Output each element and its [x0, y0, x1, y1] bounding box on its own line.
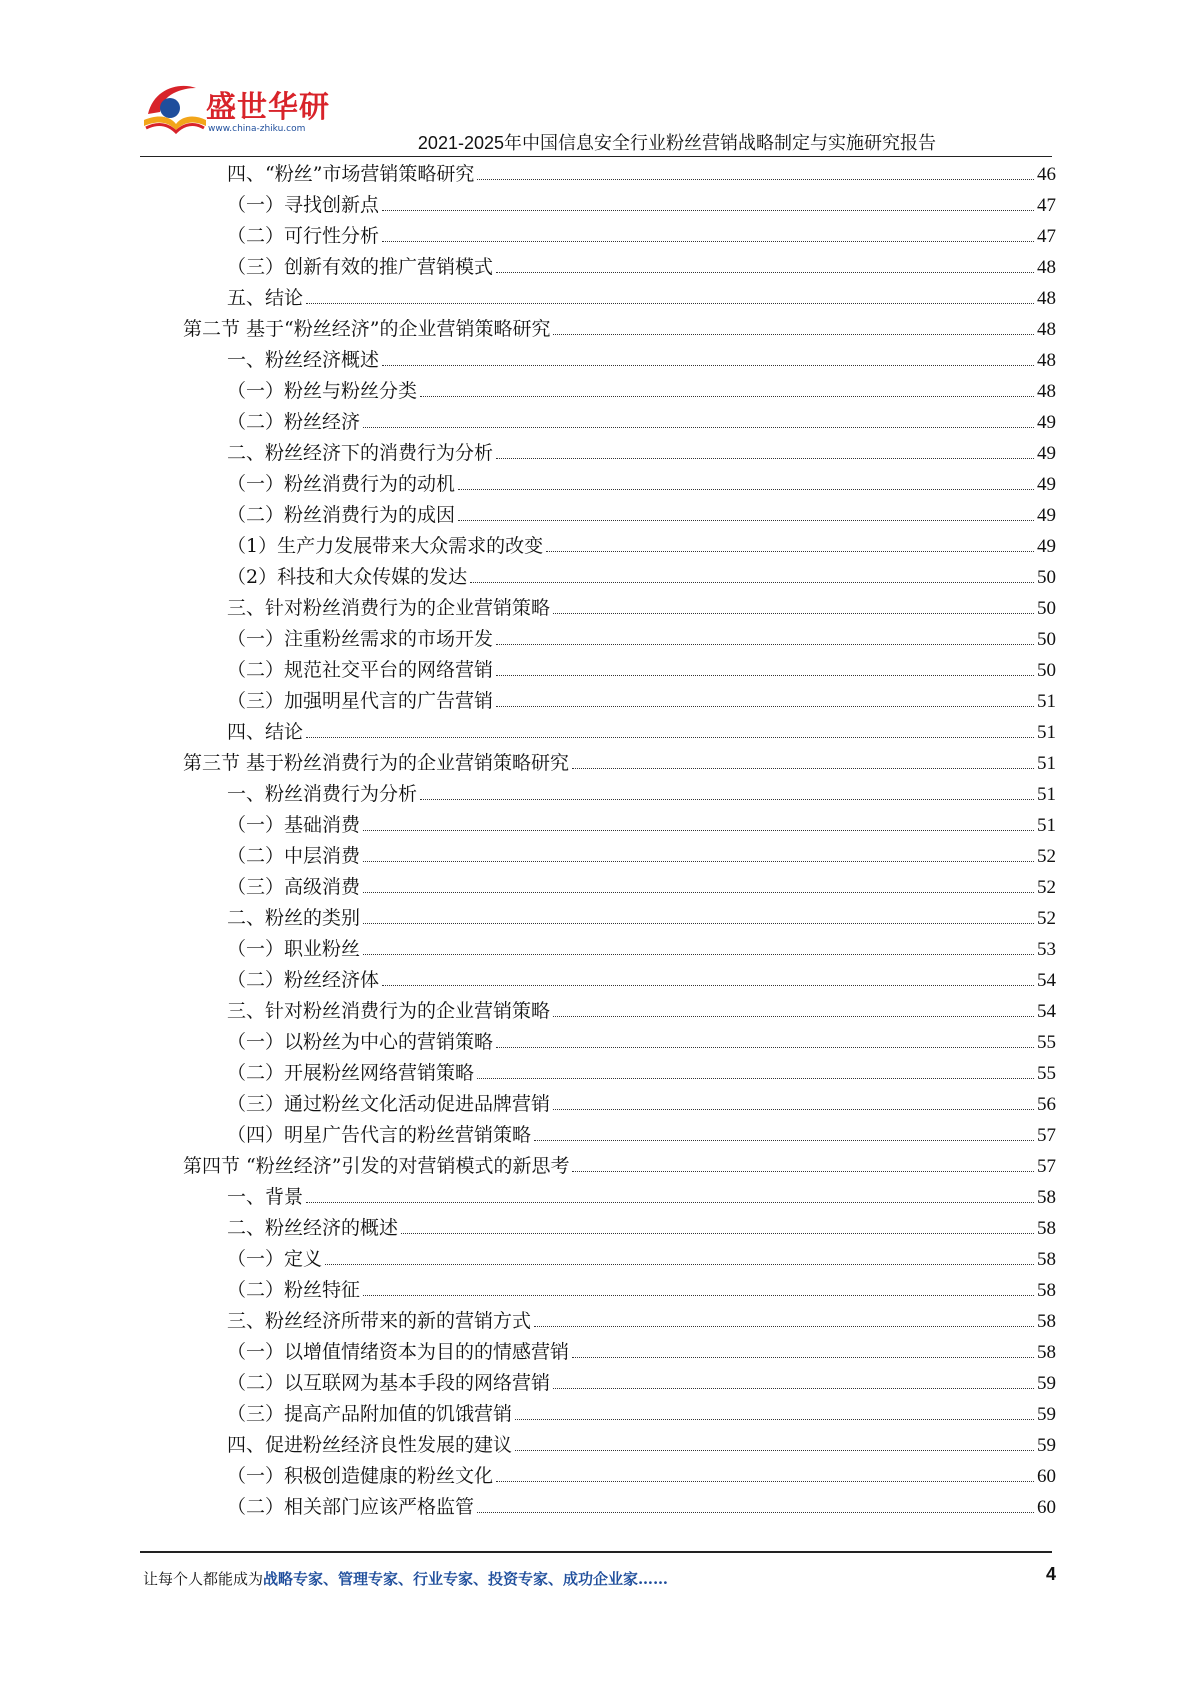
- toc-entry[interactable]: [0, 1337, 1191, 1368]
- toc-entry[interactable]: [0, 1151, 1191, 1182]
- toc-entry[interactable]: [0, 1244, 1191, 1275]
- toc-entry[interactable]: [0, 655, 1191, 686]
- toc-entry[interactable]: [0, 314, 1191, 345]
- toc-entry[interactable]: [0, 624, 1191, 655]
- toc-leader-dots: [382, 209, 1034, 211]
- toc-entry-page: 52: [1037, 908, 1056, 929]
- toc-leader-dots: [363, 891, 1034, 893]
- toc-leader-dots: [477, 178, 1034, 180]
- toc-entry-page: 60: [1037, 1497, 1056, 1518]
- toc-entry-page: 58: [1037, 1187, 1056, 1208]
- toc-entry-page: 50: [1037, 660, 1056, 681]
- toc-entry-page: 54: [1037, 1001, 1056, 1022]
- toc-entry-page: 58: [1037, 1249, 1056, 1270]
- toc-entry-label: 五、结论: [227, 287, 304, 309]
- toc-entry-label: 一、粉丝消费行为分析: [227, 783, 418, 805]
- header-divider: [140, 156, 1052, 157]
- logo-name: 盛世华研: [206, 90, 330, 125]
- toc-entry-label: （一）寻找创新点: [227, 194, 380, 216]
- toc-entry-page: 60: [1037, 1466, 1056, 1487]
- toc-entry-label: 四、“粉丝”市场营销策略研究: [227, 163, 475, 185]
- toc-leader-dots: [496, 1480, 1034, 1482]
- toc-entry-label: 二、粉丝经济下的消费行为分析: [227, 442, 494, 464]
- toc-entry[interactable]: [0, 965, 1191, 996]
- toc-leader-dots: [496, 271, 1034, 273]
- toc-entry-page: 56: [1037, 1094, 1056, 1115]
- company-logo: [140, 80, 330, 150]
- toc-entry-label: （四）明星广告代言的粉丝营销策略: [227, 1124, 532, 1146]
- toc-leader-dots: [420, 798, 1034, 800]
- toc-entry-label: （二）以互联网为基本手段的网络营销: [227, 1372, 551, 1394]
- toc-entry[interactable]: [0, 252, 1191, 283]
- toc-entry-label: （一）职业粉丝: [227, 938, 361, 960]
- toc-leader-dots: [496, 1046, 1034, 1048]
- toc-entry[interactable]: [0, 1368, 1191, 1399]
- toc-entry-label: （一）粉丝与粉丝分类: [227, 380, 418, 402]
- toc-entry-page: 50: [1037, 567, 1056, 588]
- toc-entry-label: （一）定义: [227, 1248, 323, 1270]
- toc-entry[interactable]: [0, 593, 1191, 624]
- toc-entry[interactable]: [0, 686, 1191, 717]
- toc-leader-dots: [363, 426, 1034, 428]
- toc-leader-dots: [325, 1263, 1034, 1265]
- toc-entry-page: 55: [1037, 1032, 1056, 1053]
- toc-entry-label: 第二节 基于“粉丝经济”的企业营销策略研究: [183, 318, 551, 340]
- toc-entry-page: 51: [1037, 784, 1056, 805]
- toc-entry[interactable]: [0, 407, 1191, 438]
- toc-entry[interactable]: [0, 1027, 1191, 1058]
- toc-entry-label: 四、促进粉丝经济良性发展的建议: [227, 1434, 513, 1456]
- toc-entry-page: 52: [1037, 877, 1056, 898]
- toc-entry-page: 51: [1037, 753, 1056, 774]
- toc-leader-dots: [382, 364, 1034, 366]
- toc-entry-page: 46: [1037, 164, 1056, 185]
- toc-entry-page: 58: [1037, 1280, 1056, 1301]
- toc-entry-label: （三）高级消费: [227, 876, 361, 898]
- toc-leader-dots: [534, 1139, 1034, 1141]
- footer-slogan: [143, 1568, 668, 1589]
- toc-entry-label: （三）加强明星代言的广告营销: [227, 690, 494, 712]
- toc-leader-dots: [363, 860, 1034, 862]
- toc-entry-page: 52: [1037, 846, 1056, 867]
- toc-entry-label: 二、粉丝经济的概述: [227, 1217, 399, 1239]
- toc-entry[interactable]: [0, 376, 1191, 407]
- toc-entry-page: 58: [1037, 1311, 1056, 1332]
- toc-entry-label: （1）生产力发展带来大众需求的改变: [227, 535, 544, 557]
- toc-entry[interactable]: [0, 562, 1191, 593]
- toc-leader-dots: [306, 1201, 1034, 1203]
- toc-entry-label: 三、针对粉丝消费行为的企业营销策略: [227, 597, 551, 619]
- toc-entry-page: 48: [1037, 288, 1056, 309]
- toc-entry-label: （二）相关部门应该严格监管: [227, 1496, 475, 1518]
- toc-entry[interactable]: [0, 717, 1191, 748]
- toc-entry[interactable]: [0, 531, 1191, 562]
- toc-entry-label: （一）以粉丝为中心的营销策略: [227, 1031, 494, 1053]
- toc-leader-dots: [363, 1294, 1034, 1296]
- toc-entry-label: （2）科技和大众传媒的发达: [227, 566, 468, 588]
- toc-entry[interactable]: [0, 1399, 1191, 1430]
- toc-entry[interactable]: [0, 1430, 1191, 1461]
- toc-entry-page: 59: [1037, 1404, 1056, 1425]
- toc-entry-label: （二）粉丝经济: [227, 411, 361, 433]
- toc-entry-label: （二）规范社交平台的网络营销: [227, 659, 494, 681]
- toc-entry-page: 47: [1037, 195, 1056, 216]
- toc-leader-dots: [572, 767, 1034, 769]
- toc-leader-dots: [496, 457, 1034, 459]
- toc-entry[interactable]: [0, 190, 1191, 221]
- toc-leader-dots: [546, 550, 1034, 552]
- toc-leader-dots: [553, 1108, 1034, 1110]
- toc-leader-dots: [458, 519, 1034, 521]
- toc-entry-page: 50: [1037, 629, 1056, 650]
- toc-entry-label: （三）通过粉丝文化活动促进品牌营销: [227, 1093, 551, 1115]
- toc-entry-label: （一）积极创造健康的粉丝文化: [227, 1465, 494, 1487]
- toc-leader-dots: [477, 1077, 1034, 1079]
- toc-entry-label: （二）可行性分析: [227, 225, 380, 247]
- toc-entry[interactable]: [0, 748, 1191, 779]
- toc-entry-label: （三）创新有效的推广营销模式: [227, 256, 494, 278]
- toc-entry-page: 51: [1037, 691, 1056, 712]
- toc-entry-label: （二）粉丝特征: [227, 1279, 361, 1301]
- toc-leader-dots: [306, 302, 1034, 304]
- toc-entry[interactable]: [0, 1120, 1191, 1151]
- toc-entry-page: 59: [1037, 1373, 1056, 1394]
- toc-entry[interactable]: [0, 1492, 1191, 1523]
- toc-entry[interactable]: [0, 221, 1191, 252]
- toc-entry-label: 三、针对粉丝消费行为的企业营销策略: [227, 1000, 551, 1022]
- toc-entry-label: 四、结论: [227, 721, 304, 743]
- toc-leader-dots: [496, 705, 1034, 707]
- toc-entry-page: 49: [1037, 505, 1056, 526]
- toc-entry[interactable]: [0, 469, 1191, 500]
- toc-entry-page: 51: [1037, 815, 1056, 836]
- toc-entry-label: 三、粉丝经济所带来的新的营销方式: [227, 1310, 532, 1332]
- toc-entry-page: 54: [1037, 970, 1056, 991]
- toc-entry[interactable]: [0, 1089, 1191, 1120]
- toc-entry[interactable]: [0, 1275, 1191, 1306]
- toc-leader-dots: [553, 612, 1034, 614]
- toc-entry[interactable]: [0, 283, 1191, 314]
- toc-entry-page: 49: [1037, 536, 1056, 557]
- toc-leader-dots: [534, 1325, 1034, 1327]
- toc-leader-dots: [363, 922, 1034, 924]
- toc-entry-page: 48: [1037, 350, 1056, 371]
- toc-entry-page: 58: [1037, 1342, 1056, 1363]
- report-title: 2021-2025年中国信息安全行业粉丝营销战略制定与实施研究报告: [417, 133, 936, 153]
- toc-entry-page: 57: [1037, 1125, 1056, 1146]
- toc-entry-page: 48: [1037, 381, 1056, 402]
- toc-entry-label: （一）以增值情绪资本为目的的情感营销: [227, 1341, 570, 1363]
- footer-prefix: 让每个人都能成为: [143, 1570, 264, 1588]
- toc-leader-dots: [363, 953, 1034, 955]
- toc-entry-page: 49: [1037, 443, 1056, 464]
- toc-leader-dots: [363, 829, 1034, 831]
- toc-entry[interactable]: [0, 438, 1191, 469]
- toc-entry-page: 50: [1037, 598, 1056, 619]
- toc-entry-label: 一、粉丝经济概述: [227, 349, 380, 371]
- toc-entry-label: （三）提高产品附加值的饥饿营销: [227, 1403, 513, 1425]
- toc-entry-page: 48: [1037, 257, 1056, 278]
- toc-entry[interactable]: [0, 1058, 1191, 1089]
- toc-entry-page: 47: [1037, 226, 1056, 247]
- toc-leader-dots: [306, 736, 1034, 738]
- toc-entry[interactable]: [0, 1213, 1191, 1244]
- toc-leader-dots: [496, 643, 1034, 645]
- toc-entry[interactable]: [0, 903, 1191, 934]
- toc-entry-page: 58: [1037, 1218, 1056, 1239]
- toc-leader-dots: [401, 1232, 1034, 1234]
- toc-leader-dots: [496, 674, 1034, 676]
- toc-entry[interactable]: [0, 810, 1191, 841]
- toc-leader-dots: [458, 488, 1034, 490]
- toc-leader-dots: [553, 1015, 1034, 1017]
- toc-entry[interactable]: [0, 934, 1191, 965]
- toc-leader-dots: [420, 395, 1034, 397]
- toc-leader-dots: [477, 1511, 1034, 1513]
- toc-entry[interactable]: [0, 1461, 1191, 1492]
- toc-entry-label: 二、粉丝的类别: [227, 907, 361, 929]
- toc-entry[interactable]: [0, 159, 1191, 190]
- logo-url: www.china-zhiku.com: [208, 124, 306, 134]
- toc-leader-dots: [515, 1418, 1034, 1420]
- toc-entry[interactable]: [0, 872, 1191, 903]
- toc-leader-dots: [382, 240, 1034, 242]
- toc-leader-dots: [382, 984, 1034, 986]
- toc-entry-label: （一）注重粉丝需求的市场开发: [227, 628, 494, 650]
- footer-divider: [140, 1551, 1052, 1553]
- toc-entry-label: 一、背景: [227, 1186, 304, 1208]
- toc-entry-page: 57: [1037, 1156, 1056, 1177]
- toc-leader-dots: [470, 581, 1034, 583]
- toc-entry-page: 59: [1037, 1435, 1056, 1456]
- toc-entry-label: （二）粉丝经济体: [227, 969, 380, 991]
- toc-entry-label: （二）中层消费: [227, 845, 361, 867]
- toc-leader-dots: [572, 1356, 1034, 1358]
- toc-entry-page: 49: [1037, 412, 1056, 433]
- toc-entry[interactable]: [0, 779, 1191, 810]
- toc-entry-page: 51: [1037, 722, 1056, 743]
- toc-entry[interactable]: [0, 996, 1191, 1027]
- toc-entry-label: 第三节 基于粉丝消费行为的企业营销策略研究: [183, 752, 570, 774]
- footer-roles: 战略专家、管理专家、行业专家、投资专家、成功企业家……: [263, 1570, 669, 1588]
- toc-entry-page: 53: [1037, 939, 1056, 960]
- toc-entry-page: 48: [1037, 319, 1056, 340]
- toc-entry-label: 第四节 “粉丝经济”引发的对营销模式的新思考: [183, 1155, 570, 1177]
- toc-entry-page: 55: [1037, 1063, 1056, 1084]
- toc-entry-label: （二）开展粉丝网络营销策略: [227, 1062, 475, 1084]
- toc-entry-page: 49: [1037, 474, 1056, 495]
- toc-entry[interactable]: [0, 1182, 1191, 1213]
- toc-leader-dots: [553, 1387, 1034, 1389]
- toc-leader-dots: [553, 333, 1034, 335]
- toc-entry[interactable]: [0, 345, 1191, 376]
- toc-entry[interactable]: [0, 841, 1191, 872]
- toc-entry[interactable]: [0, 500, 1191, 531]
- toc-entry-label: （二）粉丝消费行为的成因: [227, 504, 456, 526]
- toc-entry-label: （一）粉丝消费行为的动机: [227, 473, 456, 495]
- page-number: 4: [1045, 1564, 1056, 1584]
- toc-entry[interactable]: [0, 1306, 1191, 1337]
- toc-leader-dots: [572, 1170, 1034, 1172]
- logo-book-icon: [140, 80, 210, 140]
- toc-leader-dots: [515, 1449, 1034, 1451]
- toc-entry-label: （一）基础消费: [227, 814, 361, 836]
